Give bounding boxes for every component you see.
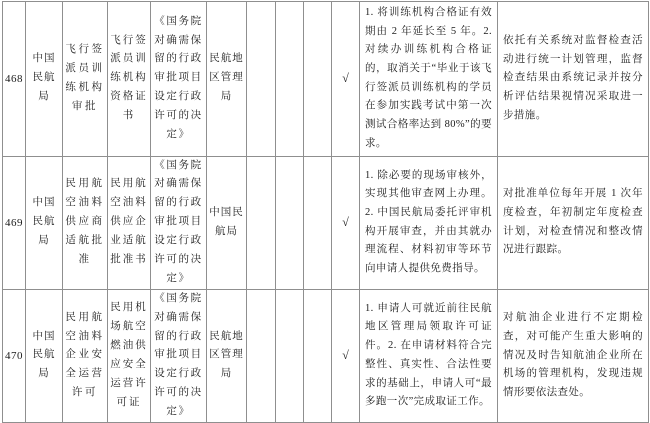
legal-basis-label: 《国务院对确需保留的行政审批项目设定行政许可的决定》 [154, 159, 203, 284]
department-cell [26, 289, 63, 422]
reform-type-cell-2 [276, 156, 304, 289]
agency-label: 中国民航局 [209, 206, 244, 237]
item-name-cell [63, 156, 108, 289]
checkmark-icon: √ [332, 289, 360, 422]
legal-basis-cell [151, 2, 207, 157]
legal-basis-cell [151, 156, 207, 289]
reform-type-cell-3 [304, 2, 332, 157]
item-name-label: 民用航空油料企业安全运营许可 [65, 311, 105, 399]
checkmark-icon: √ [332, 2, 360, 157]
supervision-measures-cell: 依托有关系统对监督检查活动进行统一计划管理，监督检查结果由系统记录并按分析评估结果视情况采取进一步措施。 [498, 2, 649, 157]
checkmark-icon: √ [332, 156, 360, 289]
row-number-cell: 469 [3, 156, 26, 289]
supervision-measures-cell: 对航油企业进行不定期检查，对可能产生重大影响的情况及时告知航油企业所在机场的管理机构，发现违规情形要依法查处。 [498, 289, 649, 422]
department-cell [26, 2, 63, 157]
reform-type-cell-2 [276, 2, 304, 157]
reform-measures-cell: 1. 除必要的现场审核外，实现其他审查网上办理。2. 中国民航局委托评审机构开展审查，并由其就办理流程、材料初审等环节向申请人提供免费指导。 [360, 156, 498, 289]
table-row [3, 289, 649, 422]
agency-label: 民航地区管理局 [209, 53, 244, 103]
department-label: 中国民航局 [32, 53, 56, 103]
reform-type-cell-1 [247, 2, 276, 157]
legal-basis-label: 《国务院对确需保留的行政审批项目设定行政许可的决定》 [154, 15, 203, 140]
item-name-label: 民用航空油料供应商适航批准 [65, 178, 105, 265]
certificate-name-cell [108, 289, 151, 422]
item-name-cell [63, 2, 108, 157]
supervision-measures-cell: 对批准单位每年开展 1 次年度检查，年初制定年度检查计划，对检查情况和整改情况进行跟踪。 [498, 156, 649, 289]
reform-measures-cell: 1. 申请人可就近前往民航地区管理局领取许可证件。2. 在申请材料符合完整性、真实性、合法性要求的基础上，申请人可“最多跑一次”完成取证工作。 [360, 289, 498, 422]
reform-measures-cell: 1. 将训练机构合格证有效期由 2 年延长至 5 年。2. 对续办训练机构合格证的，取消关于“毕业于该飞行签派员训练机构的学员在参加实践考试中第一次测试合格率达到 80%”的要求。 [360, 2, 498, 157]
certificate-label: 民用机场航空燃油供应安全运营许可证 [110, 302, 148, 408]
row-number-cell: 468 [3, 2, 26, 157]
implementing-agency-cell [207, 2, 247, 157]
certificate-label: 民用航空油料供应企业适航批准书 [110, 178, 148, 265]
department-cell [26, 156, 63, 289]
agency-label: 民航地区管理局 [209, 330, 244, 380]
item-name-label: 飞行签派员训练机构审批 [65, 43, 105, 112]
reform-type-cell-2 [276, 289, 304, 422]
reform-type-cell-1 [247, 289, 276, 422]
department-label: 中国民航局 [32, 330, 56, 380]
certificate-name-cell [108, 156, 151, 289]
department-label: 中国民航局 [32, 197, 56, 247]
item-name-cell [63, 289, 108, 422]
legal-basis-label: 《国务院对确需保留的行政审批项目设定行政许可的决定》 [154, 292, 203, 418]
reform-type-cell-1 [247, 156, 276, 289]
row-number-cell: 470 [3, 289, 26, 422]
certificate-label: 飞行签派员训练机构资格证书 [110, 34, 148, 122]
reform-type-cell-3 [304, 156, 332, 289]
implementing-agency-cell [207, 156, 247, 289]
table-row [3, 156, 649, 289]
certificate-name-cell [108, 2, 151, 157]
reform-type-cell-3 [304, 289, 332, 422]
implementing-agency-cell [207, 289, 247, 422]
legal-basis-cell [151, 289, 207, 422]
table-row [3, 2, 649, 157]
approval-items-table [2, 1, 649, 423]
